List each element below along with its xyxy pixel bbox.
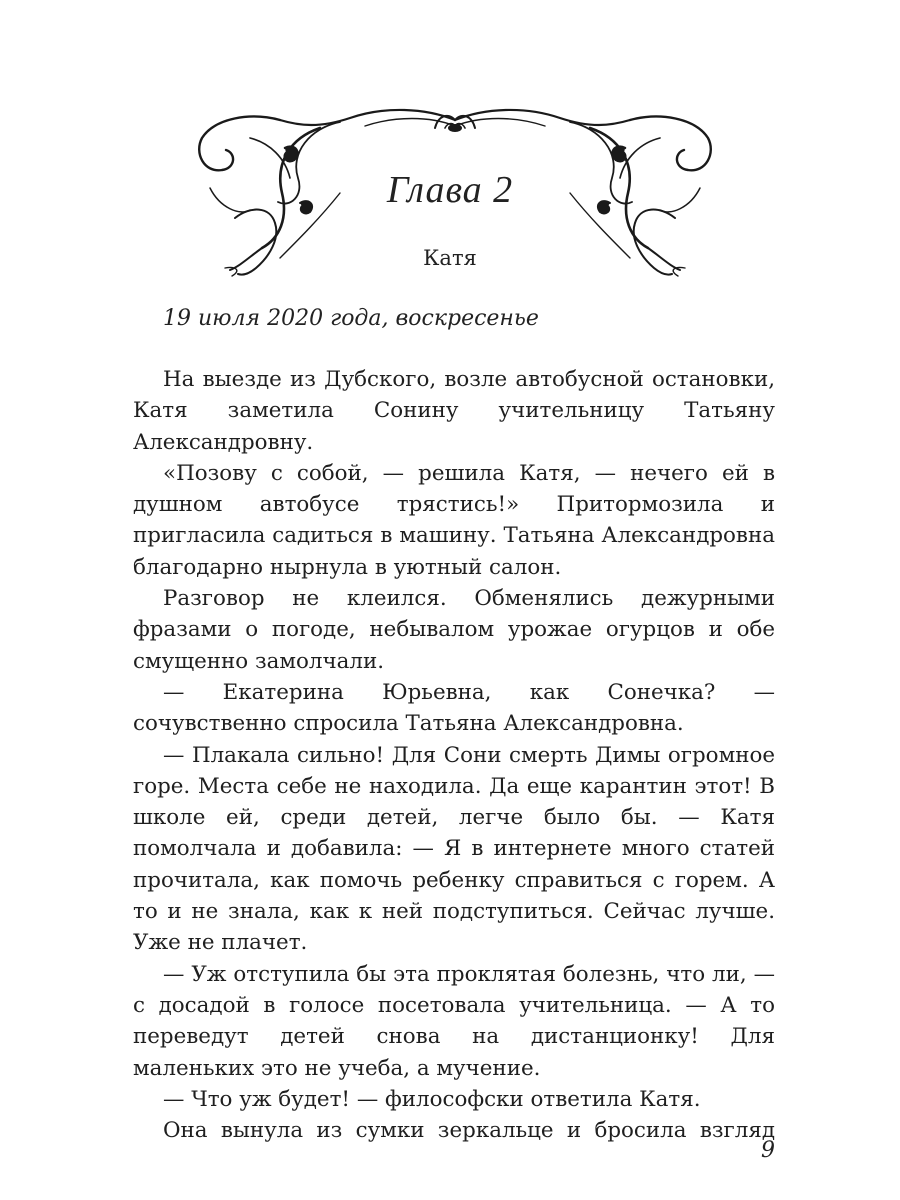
date-line: 19 июля 2020 года, воскресенье	[163, 306, 539, 331]
body-text	[133, 364, 775, 1146]
paragraph: — Екатерина Юрьевна, как Сонечка? — сочувственно спросила Татьяна Александровна.	[133, 679, 775, 737]
page-number: 9	[761, 1138, 775, 1163]
paragraph: — Уж отступила бы эта проклятая болезнь, что ли, — с досадой в голосе посетовала учительница. — А то переведут детей снова на дистанционку! Для маленьких это не учеба, а мучение.	[133, 961, 775, 1081]
paragraph: Она вынула из сумки зеркальце и бросила взгляд	[163, 1118, 775, 1144]
paragraph: — Что уж будет! — философски ответила Катя.	[163, 1086, 701, 1112]
chapter-title: Глава 2	[386, 169, 514, 211]
ornament-center-crest	[435, 116, 475, 131]
paragraph: Разговор не клеился. Обменялись дежурными фразами о погоде, небывалом урожае огурцов и обе смущенно замолчали.	[133, 586, 775, 674]
paragraph: — Плакала сильно! Для Сони смерть Димы огромное горе. Места себе не находила. Да еще карантин этот! В школе ей, среди детей, легче было бы. — Катя помолчала и добавила: — Я в интернете много статей прочитала, как помочь ребенку справиться с горем. А то и не знала, как к ней подступиться. Сейчас лучше. Уже не плачет.	[133, 742, 775, 956]
chapter-subtitle: Катя	[423, 246, 477, 270]
paragraph: На выезде из Дубского, возле автобусной остановки, Катя заметила Сонину учительницу Татьяну Александровну.	[133, 367, 775, 455]
paragraph: «Позову с собой, — решила Катя, — нечего ей в душном автобусе трястись!» Притормозила и пригласила садиться в машину. Татьяна Александровна благодарно нырнула в уютный салон.	[133, 460, 775, 580]
